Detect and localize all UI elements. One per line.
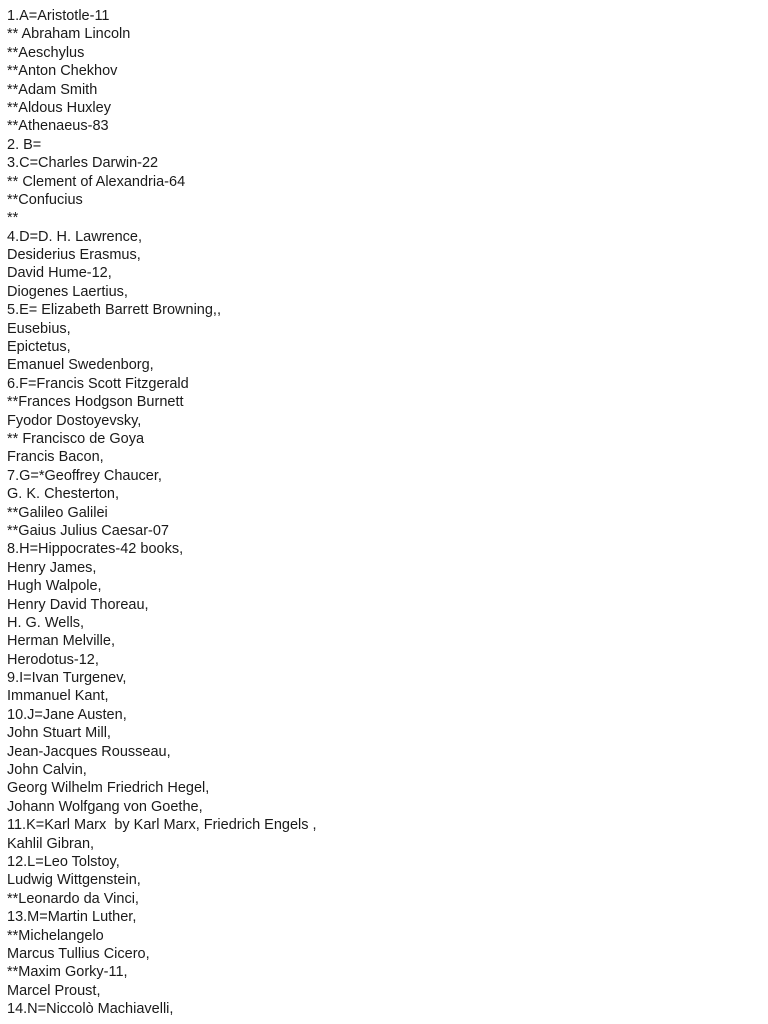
note-line: Jean-Jacques Rousseau, — [7, 743, 171, 760]
note-line: Fyodor Dostoyevsky, — [7, 412, 142, 429]
note-line: 6.F=Francis Scott Fitzgerald — [7, 375, 189, 392]
note-line: Hugh Walpole, — [7, 578, 102, 595]
note-line: 3.C=Charles Darwin-22 — [7, 155, 159, 172]
note-line: 9.I=Ivan Turgenev, — [7, 670, 127, 687]
note-line: **Michelangelo — [7, 927, 104, 944]
note-line: 13.M=Martin Luther, — [7, 909, 137, 926]
note-line: Immanuel Kant, — [7, 688, 109, 705]
note-line: 11.K=Karl Marx by Karl Marx, Friedrich Engels , — [7, 817, 317, 834]
note-line: H. G. Wells, — [7, 614, 85, 631]
note-line: Henry James, — [7, 559, 97, 576]
note-line: G. K. Chesterton, — [7, 486, 120, 503]
note-line: ** — [7, 210, 19, 227]
note-text — [7, 7, 761, 1018]
note-line: 2. B= — [7, 136, 42, 153]
note-line: Ludwig Wittgenstein, — [7, 872, 141, 889]
note-line: ** Abraham Lincoln — [7, 26, 131, 43]
note-line: ** Clement of Alexandria-64 — [7, 173, 186, 190]
note-line: Marcel Proust, — [7, 982, 101, 999]
note-line: Herman Melville, — [7, 633, 115, 650]
note-line: Herodotus-12, — [7, 651, 99, 668]
note-line: **Gaius Julius Caesar-07 — [7, 522, 169, 539]
note-line: David Hume-12, — [7, 265, 112, 282]
note-line: 8.H=Hippocrates-42 books, — [7, 541, 184, 558]
note-line: 4.D=D. H. Lawrence, — [7, 228, 142, 245]
note-line: 7.G=*Geoffrey Chaucer, — [7, 467, 162, 484]
note-line: **Confucius — [7, 191, 83, 208]
note-line: **Galileo Galilei — [7, 504, 108, 521]
note-line: Emanuel Swedenborg, — [7, 357, 154, 374]
note-line: John Stuart Mill, — [7, 725, 111, 742]
note-line: **Anton Chekhov — [7, 63, 118, 80]
note-line: Georg Wilhelm Friedrich Hegel, — [7, 780, 210, 797]
note-line: Francis Bacon, — [7, 449, 104, 466]
note-line: **Adam Smith — [7, 81, 98, 98]
note-line: **Maxim Gorky-11, — [7, 964, 128, 981]
note-line: John Calvin, — [7, 762, 87, 779]
note-line: **Athenaeus-83 — [7, 118, 109, 135]
note-line: **Aeschylus — [7, 44, 85, 61]
note-line: 5.E= Elizabeth Barrett Browning,, — [7, 302, 221, 319]
note-line: 12.L=Leo Tolstoy, — [7, 853, 120, 870]
note-line: **Leonardo da Vinci, — [7, 890, 139, 907]
note-line: Eusebius, — [7, 320, 71, 337]
note-line: Henry David Thoreau, — [7, 596, 149, 613]
note-line: ** Francisco de Goya — [7, 430, 145, 447]
note-line: 14.N=Niccolò Machiavelli, — [7, 1001, 174, 1018]
note-line: Epictetus, — [7, 339, 71, 356]
note-line: 1.A=Aristotle-11 — [7, 8, 110, 24]
note-line: **Frances Hodgson Burnett — [7, 394, 184, 411]
note-line: Johann Wolfgang von Goethe, — [7, 798, 203, 815]
note-line: 10.J=Jane Austen, — [7, 706, 127, 723]
note-line: Diogenes Laertius, — [7, 283, 128, 300]
note-line: Kahlil Gibran, — [7, 835, 95, 852]
note-line: Desiderius Erasmus, — [7, 247, 141, 264]
note-line: Marcus Tullius Cicero, — [7, 945, 150, 962]
note-line: **Aldous Huxley — [7, 99, 111, 116]
